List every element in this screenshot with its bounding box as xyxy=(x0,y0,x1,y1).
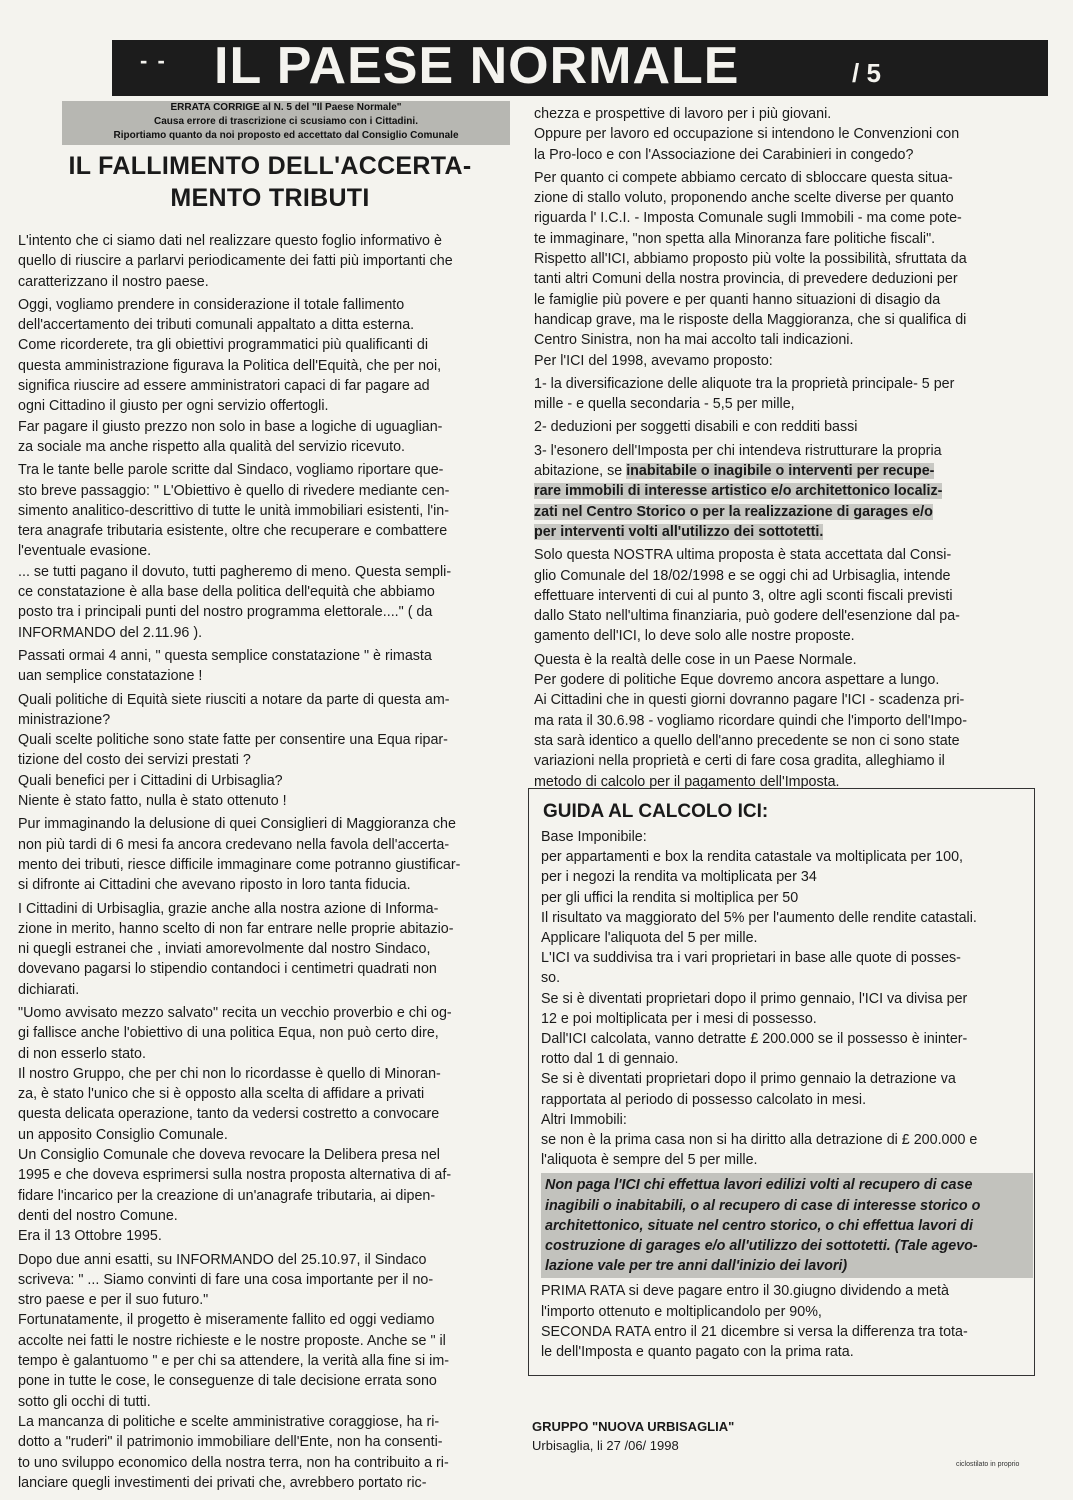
paragraph: L'intento che ci siamo dati nel realizzare questo foglio informativo è quello di riuscire a parlarvi periodicamente dei fatti più importanti che caratterizzano il nostro paese. xyxy=(18,233,453,290)
headline-line: MENTO TRIBUTI xyxy=(170,184,370,212)
paragraph: I Cittadini di Urbisaglia, grazie anche alla nostra azione di Informa- zione in merito, hanno scelto di non far entrare nelle proprie abitazio- ni quegli estranei che , inviati amorevolmente dal nostro Sindaco, dovevano pagarsi lo stipendio contandoci i centimetri quadrati non dichiarati. xyxy=(18,900,454,998)
masthead xyxy=(112,37,1048,96)
ici-guide-title: GUIDA AL CALCOLO ICI: xyxy=(543,801,769,822)
errata-corrige-banner xyxy=(62,101,510,145)
errata-line: ERRATA CORRIGE al N. 5 del "Il Paese Normale" xyxy=(170,102,402,113)
paragraph: "Uomo avvisato mezzo salvato" recita un vecchio proverbio e chi og- gi fallisce anche l'obiettivo di una politica Equa, non può certo dire, di non esserlo stato. Il nostro Gruppo, che per chi non lo ricordasse è quello di Minoran- za, è stato l'unico che si è opposto alla scelta di affidare a privati questa delicata operazione, tanto da vedersi costretto a convocare un apposito Consiglio Comunale. Un Consiglio Comunale che doveva revocare la Delibera presa nel 1995 e che doveva esprimersi sulla nostra proposta alternativa di af- fidare l'incarico per la creazione di un'anagrafe tributaria, ai dipen- denti del nostro Comune. Era il 13 Ottobre 1995. xyxy=(18,1004,452,1245)
paragraph: Passati ormai 4 anni, " questa semplice constatazione " è rimasta uan semplice constatazione ! xyxy=(18,647,432,685)
errata-line: Causa errore di trascrizione ci scusiamo con i Cittadini. xyxy=(154,116,418,127)
newsletter-title: IL PAESE NORMALE xyxy=(214,37,740,95)
proposal-item xyxy=(534,441,1018,542)
paragraph: chezza e prospettive di lavoro per i più giovani. Oppure per lavoro ed occupazione si intendono le Convenzioni con la Pro-loco e con l'Associazione dei Carabinieri in congedo? xyxy=(534,106,960,163)
guide-text: PRIMA RATA si deve pagare entro il 30.giugno dividendo a metà l'importo ottenuto e moltiplicandolo per 90%, SECONDA RATA entro il 21 dicembre si versa la differenza tra tota- le dell'Imposta e quanto pagato con la prima rata. xyxy=(541,1283,968,1361)
errata-line: Riportiamo quanto da noi proposto ed accettato dal Consiglio Comunale xyxy=(113,130,459,141)
masthead-dots: - - xyxy=(140,48,167,73)
guide-text: Base Imponibile: per appartamenti e box la rendita catastale va moltiplicata per 100, per i negozi la rendita va moltiplicata per 34 per gli uffici la rendita si moltiplica per 50 Il risultato va maggiorato del 5% per l'aumento delle rendite catastali. Applicare l'aliquota del 5 per mille. L'ICI va suddivisa tra i vari proprietari in base alle quote di posses- so. Se si è diventati proprietari dopo il primo gennaio, l'ICI va divisa per 12 e poi moltiplicata per i mesi di possesso. Dall'ICI calcolata, vanno detratte £ 200.000 se il possesso è ininter- rotto dal 1 di gennaio. Se si è diventati proprietari dopo il primo gennaio la detrazione va rapportata al periodo di possesso calcolato in mesi. Altri Immobili: se non è la prima casa non si ha diritto alla detrazione di £ 200.000 e l'aliquota è sempre del 5 per mille. xyxy=(541,829,978,1169)
footer-note: ciclostilato in proprio xyxy=(956,1461,1020,1468)
paragraph: Dopo due anni esatti, su INFORMANDO del 25.10.97, il Sindaco scriveva: " ... Siamo convinti di fare una cosa importante per il no- stro paese e per il suo futuro." Fortunatamente, il progetto è miseramente fallito ed oggi vediamo accolte nei fatti le nostre richieste e le nostre proposte. Anche se " il tempo è galantuomo " e per chi sa attendere, la verità alla fine si im- pone in tutte le cose, le conseguenze di tale decisione errata sono sotto gli occhi di tutti. La mancanza di politiche e scelte amministrative coraggiose, ha ri- dotto a "ruderi" il patrimonio immobiliare dell'Ente, non ha consenti- to uno sviluppo economico della nostra terra, non ha contribuito a ri- lanciare quegli investimenti dei privati che, avrebbero portato ric- xyxy=(18,1251,450,1491)
signature-place-date: Urbisaglia, li 27 /06/ 1998 xyxy=(532,1438,679,1453)
issue-number: / 5 xyxy=(852,58,881,88)
signature-group: GRUPPO "NUOVA URBISAGLIA" xyxy=(532,1419,735,1434)
highlighted-proposal: inabitabile o inagibile o interventi per recupe- rare immobili di interesse artistico e/o architettonico localiz- zati nel Centro Storico o per la realizzazione di garages e/o per interventi volti all'utilizzo dei sottotetti. xyxy=(534,463,943,540)
left-column xyxy=(18,231,498,1496)
paragraph: Pur immaginando la delusione di quei Consiglieri di Maggioranza che non più tardi di 6 mesi fa ancora credevano nella favola dell'accerta- mento dei tributi, riesce difficile immaginare come potranno giustificar- si difronte ai Cittadini che avevano riposto in loro tanta fiducia. xyxy=(18,816,461,894)
ici-guide-box xyxy=(528,788,1035,1376)
proposal-item: 1- la diversificazione delle aliquote tra la proprietà principale- 5 per mille - e quella secondaria - 5,5 per mille, xyxy=(534,375,955,413)
paragraph: Oggi, vogliamo prendere in considerazione il totale fallimento dell'accertamento dei tributi comunali appaltato a ditta esterna. Come ricorderete, tra gli obiettivi programmatici più qualificanti di questa amministrazione figurava la Politica dell'Equità, che per noi, significa riuscire ad essere amministratori capaci di far pagare ad ogni Cittadino il giusto per ogni servizio offertogli. Far pagare il giusto prezzo non solo in base a logiche di uguaglian- za sociale ma anche rispetto alla qualità del servizio ricevuto. xyxy=(18,296,443,455)
headline-line: IL FALLIMENTO DELL'ACCERTA- xyxy=(68,152,472,180)
paragraph: Solo questa NOSTRA ultima proposta è stata accettata dal Consi- glio Comunale del 18/02/1998 e se oggi chi ad Urbisaglia, intende effettuare interventi di cui al punto 3, oltre agli sconti fiscali previsti dallo Stato nell'ultima finanziaria, può godere dell'esenzione dal pa- gamento dell'ICI, lo deve solo alle nostre proposte. xyxy=(534,547,960,645)
paragraph: Tra le tante belle parole scritte dal Sindaco, vogliamo riportare que- sto breve passaggio: " L'Obiettivo è quello di rivedere mediante cen- simento analitico-descrittivo di tutte le unità immobiliari esistenti, l'in- tera anagrafe tributaria esistente, oltre che recuperare e combattere l'eventuale evasione. ... se tutti pagano il dovuto, tutti pagheremo di meno. Questa sempli- ce constatazione è alla base della politica dell'equità che abbiamo posto tra i principali punti del nostro programma elettorale...." ( da INFORMANDO del 2.11.96 ). xyxy=(18,462,452,641)
ici-guide-body xyxy=(541,827,1027,1363)
right-column xyxy=(534,104,1018,795)
article-headline xyxy=(20,150,520,214)
paragraph: Quali politiche di Equità siete riusciti a notare da parte di questa am- ministrazione? Quali scelte politiche sono state fatte per consentire una Equa ripar- tizione del costo dei servizi prestati ? Quali benefici per i Cittadini di Urbisaglia? Niente è stato fatto, nulla è stato ottenuto ! xyxy=(18,691,450,810)
proposal-item-text: 3- l'esonero dell'Imposta per chi intendeva ristrutturare la propria abitazione, se xyxy=(534,442,942,480)
paragraph: Questa è la realtà delle cose in un Paese Normale. Per godere di politiche Eque dovremo ancora aspettare a lungo. Ai Cittadini che in questi giorni dovranno pagare l'ICI - scadenza pri- ma rata il 30.6.98 - vogliamo ricordare quindi che l'importo dell'Impo- sta sarà identico a quello dell'anno precedente se non ci sono state variazioni nella proprietà e certi di fare cosa gradita, alleghiamo il metodo di calcolo per il pagamento dell'Imposta. xyxy=(534,651,967,790)
paragraph: Per quanto ci compete abbiamo cercato di sbloccare questa situa- zione di stallo voluto, proponendo anche scelte diverse per quanto riguarda l' I.C.I. - Imposta Comunale sugli Immobili - ma come pote- te immaginare, "non spetta alla Minoranza fare politiche fiscali". Rispetto all'ICI, abbiamo proposto più volte la possibilità, sfruttata da tanti altri Comuni della nostra provincia, di prevedere deduzioni per le famiglie più povere e per quanti hanno situazioni di disagio da handicap grave, ma le risposte della Maggioranza, che si qualifica di Centro Sinistra, non ha mai accolto tali indicazioni. Per l'ICI del 1998, avevamo proposto: xyxy=(534,169,967,369)
proposal-item: 2- deduzioni per soggetti disabili e con redditi bassi xyxy=(534,419,858,436)
guide-highlight: Non paga l'ICI chi effettua lavori edilizi volti al recupero di case inagibili o inabitabili, o al recupero di case di interesse storico o architettonico, situate nel centro storico, o chi effettua lavori di costruzione di garages e/o all'utilizzo dei sottotetti. (Tale agevo- lazione vale per tre anni dall'inizio dei lavori) xyxy=(541,1173,1033,1278)
